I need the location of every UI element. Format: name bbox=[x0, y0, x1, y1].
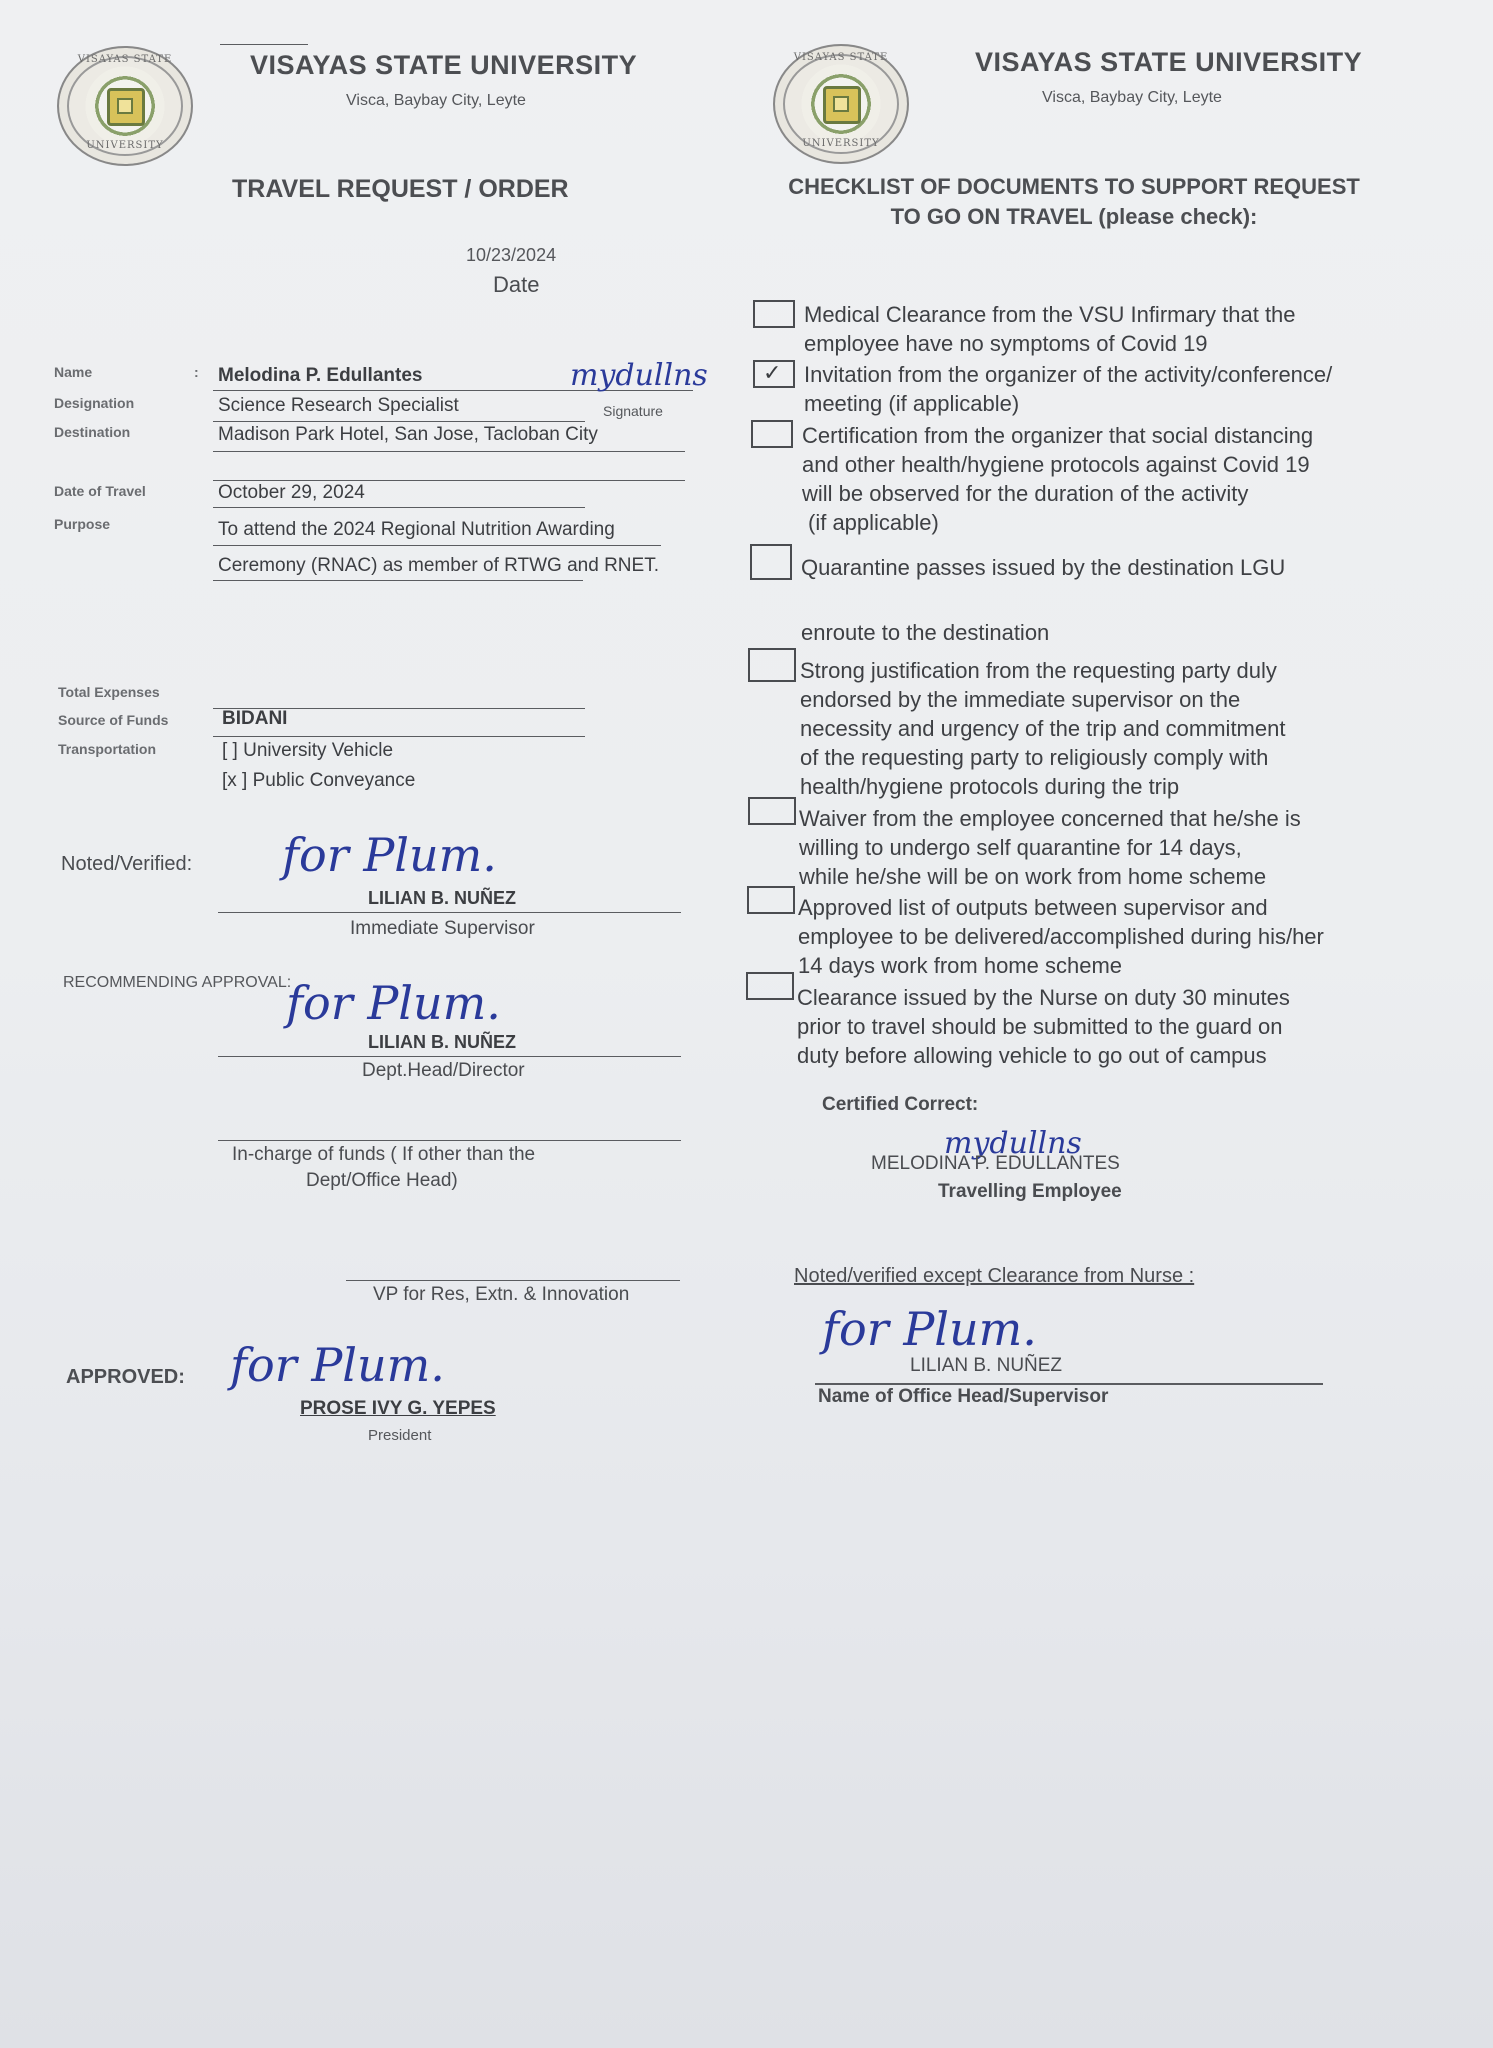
noted-except-nurse-label: Noted/verified except Clearance from Nurse : bbox=[794, 1265, 1195, 1287]
item-nurse-clearance: Clearance issued by the Nurse on duty 30 minutes prior to travel should be submitted to the guard on duty before allowing vehicle to go out of campus bbox=[797, 985, 1290, 1068]
travel-date-underline bbox=[213, 507, 585, 508]
university-name-right: VISAYAS STATE UNIVERSITY bbox=[975, 47, 1363, 77]
director-line bbox=[218, 1056, 681, 1057]
checkbox-certification[interactable] bbox=[751, 420, 793, 448]
university-address-left: Visca, Baybay City, Leyte bbox=[346, 92, 526, 109]
checkbox-approved-outputs[interactable] bbox=[747, 886, 795, 914]
office-head-line bbox=[815, 1383, 1323, 1385]
seal-bottom-text: UNIVERSITY bbox=[86, 140, 164, 151]
destination-label: Destination bbox=[54, 424, 131, 440]
purpose-label: Purpose bbox=[54, 516, 111, 532]
president-signature: for Plum. bbox=[230, 1338, 445, 1392]
purpose-underline-1 bbox=[213, 545, 661, 546]
checkbox-nurse-clearance[interactable] bbox=[746, 972, 794, 1000]
president-name: PROSE IVY G. YEPES bbox=[300, 1398, 496, 1419]
travelling-employee-signature: mydullns bbox=[944, 1126, 1082, 1161]
employee-signature: mydullns bbox=[570, 358, 708, 393]
university-name-left: VISAYAS STATE UNIVERSITY bbox=[250, 50, 638, 80]
director-signature: for Plum. bbox=[286, 976, 501, 1030]
university-seal-right bbox=[773, 44, 909, 164]
travelling-employee-name: MELODINA P. EDULLANTES bbox=[871, 1153, 1120, 1174]
supervisor-name: LILIAN B. NUÑEZ bbox=[368, 888, 516, 908]
designation-underline bbox=[213, 421, 585, 422]
item-medical-clearance: Medical Clearance from the VSU Infirmary that the employee have no symptoms of Covid 19 bbox=[804, 302, 1296, 356]
checkbox-invitation[interactable] bbox=[753, 360, 795, 388]
travel-date-value: October 29, 2024 bbox=[218, 482, 365, 503]
transportation-option-2: [x ] Public Conveyance bbox=[222, 770, 416, 791]
destination-value: Madison Park Hotel, San Jose, Tacloban City bbox=[218, 424, 598, 445]
source-of-funds-value: BIDANI bbox=[222, 708, 288, 729]
item-invitation: Invitation from the organizer of the activity/conference/ meeting (if applicable) bbox=[804, 362, 1333, 416]
checkbox-medical-clearance[interactable] bbox=[753, 300, 795, 328]
name-label: Name bbox=[54, 364, 93, 380]
director-title: Dept.Head/Director bbox=[362, 1060, 525, 1081]
form-title: TRAVEL REQUEST / ORDER bbox=[232, 175, 569, 203]
signature-caption: Signature bbox=[603, 403, 663, 419]
president-title: President bbox=[368, 1427, 432, 1444]
travel-date-label: Date of Travel bbox=[54, 483, 146, 499]
designation-label: Designation bbox=[54, 395, 135, 411]
date-label: Date bbox=[493, 272, 540, 297]
purpose-underline-2 bbox=[213, 580, 583, 581]
purpose-line-1: To attend the 2024 Regional Nutrition Awarding bbox=[218, 519, 615, 540]
office-head-signature: for Plum. bbox=[822, 1302, 1037, 1356]
designation-value: Science Research Specialist bbox=[218, 395, 459, 416]
total-expenses-label: Total Expenses bbox=[58, 684, 160, 700]
recommending-approval-label: RECOMMENDING APPROVAL: bbox=[63, 974, 292, 991]
director-name: LILIAN B. NUÑEZ bbox=[368, 1032, 516, 1052]
seal-bottom-text-right: UNIVERSITY bbox=[802, 138, 880, 149]
university-seal-left bbox=[57, 46, 193, 166]
colon: : bbox=[194, 364, 199, 380]
source-of-funds-label: Source of Funds bbox=[58, 712, 169, 728]
seal-top-text: VISAYAS STATE bbox=[77, 54, 173, 65]
funds-incharge-line bbox=[218, 1140, 681, 1141]
date-value: 10/23/2024 bbox=[466, 245, 557, 265]
funds-incharge-title-2: Dept/Office Head) bbox=[306, 1170, 458, 1191]
purpose-line-2: Ceremony (RNAC) as member of RTWG and RNET. bbox=[218, 555, 659, 576]
header-rule bbox=[220, 44, 308, 45]
transportation-label: Transportation bbox=[58, 741, 157, 757]
seal-top-text-right: VISAYAS STATE bbox=[793, 52, 889, 63]
item-quarantine-passes: Quarantine passes issued by the destination LGU enroute to the destination bbox=[801, 555, 1286, 645]
university-address-right: Visca, Baybay City, Leyte bbox=[1042, 89, 1222, 106]
transportation-option-1: [ ] University Vehicle bbox=[222, 740, 394, 761]
travelling-employee-title: Travelling Employee bbox=[938, 1181, 1122, 1202]
checkbox-strong-justification[interactable] bbox=[748, 648, 796, 682]
item-strong-justification: Strong justification from the requesting party duly endorsed by the immediate supervisor on the necessity and urgency of the trip and commitment of the requesting party to religiously comply with health/hygiene protocols during the trip bbox=[800, 658, 1286, 799]
checklist-title bbox=[756, 172, 1392, 232]
checklist-title-line-2: TO GO ON TRAVEL (please check): bbox=[890, 204, 1258, 229]
vp-title: VP for Res, Extn. & Innovation bbox=[373, 1284, 630, 1305]
item-approved-outputs: Approved list of outputs between supervisor and employee to be delivered/accomplished during his/her 14 days work from home scheme bbox=[798, 895, 1324, 978]
destination-underline bbox=[213, 451, 685, 452]
checkbox-quarantine-passes[interactable] bbox=[750, 544, 792, 580]
check-mark-icon: ✓ bbox=[763, 360, 782, 385]
office-head-title: Name of Office Head/Supervisor bbox=[818, 1386, 1109, 1407]
name-value: Melodina P. Edullantes bbox=[218, 365, 423, 386]
office-head-name: LILIAN B. NUÑEZ bbox=[910, 1355, 1063, 1376]
approved-label: APPROVED: bbox=[66, 1366, 185, 1388]
supervisor-line bbox=[218, 912, 681, 913]
noted-verified-label: Noted/Verified: bbox=[61, 853, 193, 875]
funds-incharge-title-1: In-charge of funds ( If other than the bbox=[232, 1144, 536, 1165]
supervisor-signature: for Plum. bbox=[282, 828, 497, 882]
supervisor-title: Immediate Supervisor bbox=[350, 918, 535, 939]
checkbox-waiver[interactable] bbox=[748, 797, 796, 825]
item-waiver: Waiver from the employee concerned that he/she is willing to undergo self quarantine for 14 days, while he/she will be on work from home scheme bbox=[799, 806, 1301, 889]
vp-line bbox=[346, 1280, 680, 1281]
checklist-title-line-1: CHECKLIST OF DOCUMENTS TO SUPPORT REQUEST bbox=[788, 174, 1360, 199]
destination-underline-2 bbox=[213, 480, 685, 481]
item-certification: Certification from the organizer that social distancing and other health/hygiene protocols against Covid 19 will be observed for the duration of the activity (if applicable) bbox=[802, 423, 1314, 535]
certified-correct-label: Certified Correct: bbox=[822, 1094, 979, 1115]
source-of-funds-underline bbox=[213, 736, 585, 737]
